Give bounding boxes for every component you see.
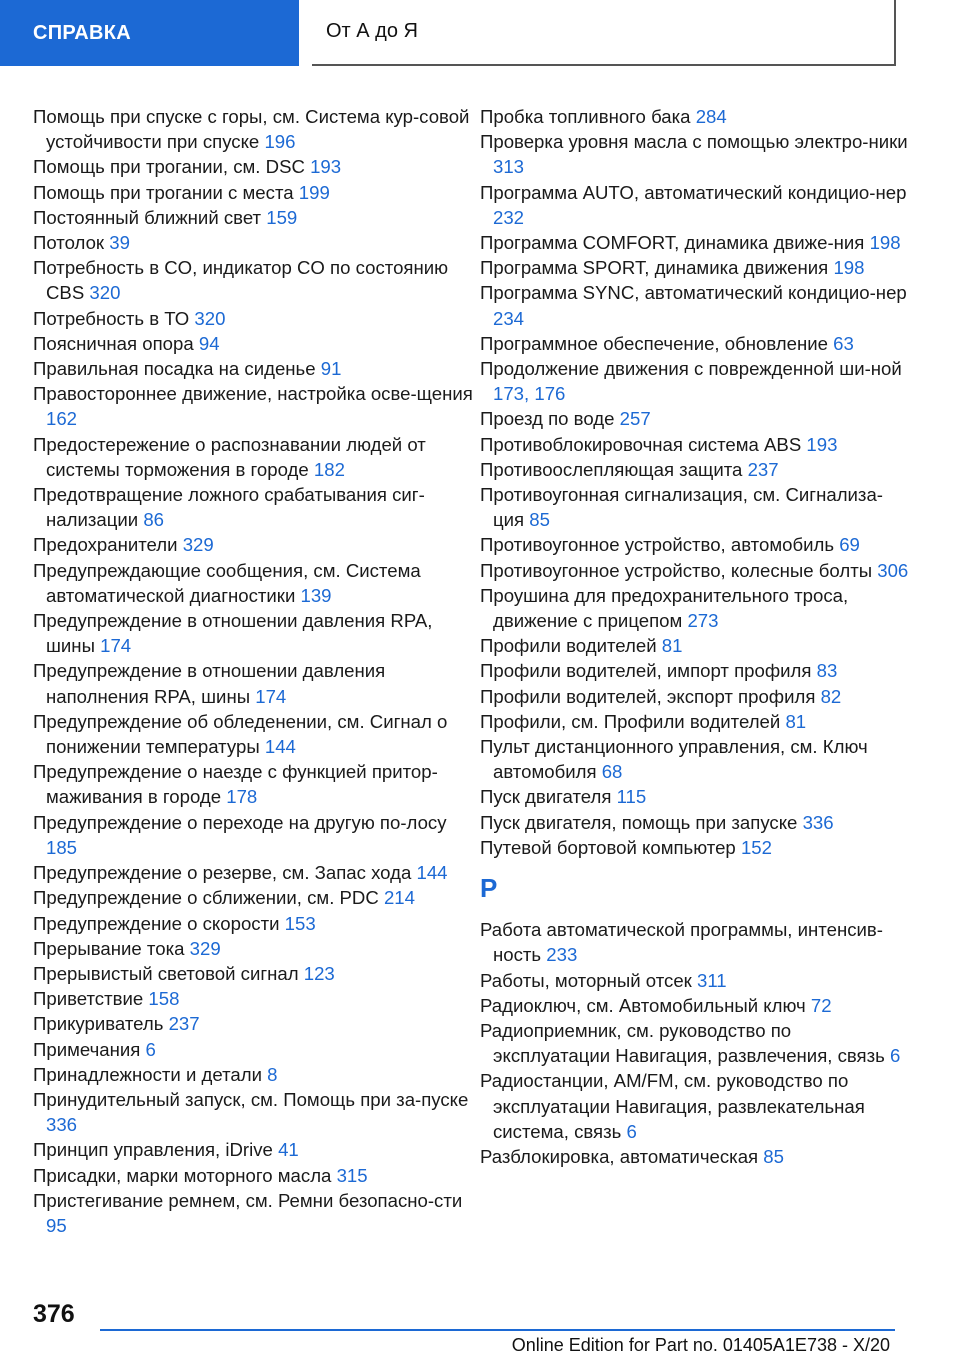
- index-entry: [33, 356, 473, 381]
- index-entry: [33, 709, 473, 759]
- entry-text: Разблокировка, автоматическая: [480, 1145, 759, 1167]
- chapter-title: От А до Я: [312, 0, 896, 66]
- page-link[interactable]: 193: [310, 156, 342, 178]
- page-link[interactable]: 311: [697, 969, 727, 991]
- page-link[interactable]: 237: [747, 458, 779, 480]
- index-entry: [480, 558, 910, 583]
- page-link[interactable]: 313: [493, 156, 525, 178]
- entry-text: Предупреждение в отношении давления наполнения RPA, шины: [33, 660, 386, 707]
- entry-text: Предохранители: [33, 534, 178, 556]
- entry-text: Пуск двигателя, помощь при запуске: [480, 811, 798, 833]
- index-entry: [33, 1062, 473, 1087]
- page-link[interactable]: 174: [255, 685, 287, 707]
- entry-text: Программа SPORT, динамика движения: [480, 257, 829, 279]
- page-link[interactable]: 193: [806, 433, 838, 455]
- entry-text: Правильная посадка на сиденье: [33, 358, 316, 380]
- entry-text: Программное обеспечение, обновление: [480, 332, 828, 354]
- page-link[interactable]: 336: [802, 811, 834, 833]
- entry-text: Предупреждение о скорости: [33, 912, 280, 934]
- page-link[interactable]: 8: [267, 1063, 278, 1085]
- index-entry: [33, 1163, 473, 1188]
- index-entry: [480, 331, 910, 356]
- index-entry: [480, 104, 910, 129]
- entry-text: Помощь при спуске с горы, см. Система кур-совой устойчивости при спуске: [33, 106, 470, 153]
- index-entry: [480, 1068, 910, 1144]
- entry-text: Предупреждение о резерве, см. Запас хода: [33, 862, 412, 884]
- page-link[interactable]: 82: [820, 685, 842, 707]
- entry-text: Пристегивание ремнем, см. Ремни безопасно-сти: [33, 1189, 463, 1211]
- index-entry: [33, 885, 473, 910]
- entry-text: Радиостанции, AM/FM, см. руководство по эксплуатации Навигация, развлекательная система, связь: [480, 1070, 865, 1142]
- index-entry: [480, 457, 910, 482]
- page-link[interactable]: 68: [601, 761, 623, 783]
- page-link[interactable]: 153: [284, 912, 316, 934]
- entry-text: Предупреждение о наезде с функцией притор-маживания в городе: [33, 761, 438, 808]
- entry-text: Проушина для предохранительного троса, движение с прицепом: [480, 584, 849, 632]
- index-entry: [33, 608, 473, 658]
- entry-text: Программа AUTO, автоматический кондицио-нер: [480, 181, 907, 203]
- index-entry: [480, 532, 910, 557]
- entry-text: Прикуриватель: [33, 1013, 164, 1035]
- entry-text: Поясничная опора: [33, 332, 194, 354]
- index-entry: [33, 255, 473, 305]
- page-link[interactable]: 81: [661, 635, 683, 657]
- index-entry: [480, 633, 910, 658]
- page-link[interactable]: 273: [687, 610, 719, 632]
- index-entry: [33, 658, 473, 708]
- page-link[interactable]: 182: [313, 458, 345, 480]
- index-entry: [480, 734, 910, 784]
- page-link[interactable]: 196: [264, 131, 296, 153]
- index-entry: [480, 993, 910, 1018]
- section-tab[interactable]: СПРАВКА: [0, 0, 299, 66]
- page-link[interactable]: 329: [182, 534, 214, 556]
- entry-text: Потребность в CO, индикатор CO по состоянию CBS: [33, 257, 449, 304]
- entry-text: Присадки, марки моторного масла: [33, 1164, 332, 1186]
- page-link[interactable]: 198: [869, 232, 901, 254]
- entry-text: Потолок: [33, 232, 105, 254]
- entry-text: Принцип управления, iDrive: [33, 1139, 273, 1161]
- page-link[interactable]: 72: [810, 994, 832, 1016]
- entry-text: Проверка уровня масла с помощью электро-ники: [480, 131, 908, 153]
- entry-text: Противоугонное устройство, колесные болты: [480, 559, 873, 581]
- page-link[interactable]: 315: [336, 1164, 368, 1186]
- index-entry: [33, 482, 473, 532]
- index-entry: [480, 968, 910, 993]
- index-entry: [480, 255, 910, 280]
- page-link[interactable]: 320: [89, 282, 121, 304]
- index-entry: [480, 230, 910, 255]
- page-link[interactable]: 329: [189, 937, 221, 959]
- page-link[interactable]: 232: [493, 206, 525, 228]
- entry-text: Прерывание тока: [33, 937, 185, 959]
- entry-text: Путевой бортовой компьютер: [480, 836, 736, 858]
- index-entry: [33, 331, 473, 356]
- index-entry: [480, 129, 910, 179]
- index-entry: [480, 583, 910, 633]
- index-entry: [33, 532, 473, 557]
- index-column-right: [480, 104, 910, 1169]
- entry-text: Предупреждающие сообщения, см. Система автоматической диагностики: [33, 559, 421, 606]
- index-group-r: [480, 917, 910, 1169]
- entry-text: Противоугонная сигнализация, см. Сигнализа-ция: [480, 484, 883, 531]
- entry-text: Профили водителей: [480, 635, 657, 657]
- page-link[interactable]: 233: [546, 944, 578, 966]
- page-link[interactable]: 162: [46, 408, 78, 430]
- index-entry: [480, 1018, 910, 1068]
- page-link[interactable]: 198: [833, 257, 865, 279]
- index-entry: [480, 180, 910, 230]
- page-link[interactable]: 85: [763, 1145, 784, 1167]
- page-link[interactable]: 174: [100, 635, 132, 657]
- index-entry: [33, 986, 473, 1011]
- entry-text: Продолжение движения с поврежденной ши-ной: [480, 358, 902, 380]
- index-entry: [33, 180, 473, 205]
- page-link[interactable]: 86: [143, 509, 164, 531]
- entry-text: Пробка топливного бака: [480, 106, 691, 127]
- entry-text: Предупреждение о сближении, см. PDC: [33, 887, 379, 909]
- index-entry: [33, 104, 473, 154]
- page-link[interactable]: 185: [46, 836, 78, 858]
- entry-text: Предотвращение ложного срабатывания сиг-нализации: [33, 484, 425, 531]
- section-letter: Р: [480, 873, 498, 904]
- index-entry: [33, 961, 473, 986]
- entry-text: Программа COMFORT, динамика движе-ния: [480, 232, 865, 254]
- index-entry: [33, 1037, 473, 1062]
- page-link[interactable]: 6: [145, 1038, 156, 1060]
- page-link[interactable]: 257: [619, 408, 651, 430]
- entry-text: Предупреждение о переходе на другую по-лосу: [33, 811, 447, 833]
- page-link[interactable]: 159: [266, 206, 298, 228]
- index-entry: [480, 917, 910, 967]
- page-link[interactable]: 83: [816, 660, 838, 682]
- entry-text: Примечания: [33, 1038, 141, 1060]
- index-column-left: [33, 104, 473, 1238]
- entry-text: Работа автоматической программы, интенсив-ность: [480, 919, 883, 966]
- index-entry: [33, 306, 473, 331]
- entry-text: Правостороннее движение, настройка осве-щения: [33, 383, 473, 405]
- footer-divider: [100, 1329, 895, 1331]
- page-link[interactable]: 306: [877, 559, 909, 581]
- entry-text: Профили водителей, импорт профиля: [480, 660, 812, 682]
- entry-text: Принадлежности и детали: [33, 1063, 262, 1085]
- index-entry: [33, 936, 473, 961]
- entry-text: Постоянный ближний свет: [33, 206, 262, 228]
- entry-text: Противоослепляющая защита: [480, 458, 743, 480]
- index-entry: [480, 1144, 910, 1169]
- entry-text: Противоугонное устройство, автомобиль: [480, 534, 835, 556]
- index-entry: [480, 432, 910, 457]
- index-entry: [33, 230, 473, 255]
- entry-text: Проезд по воде: [480, 408, 615, 430]
- page-link[interactable]: 144: [264, 736, 296, 758]
- index-entry: [33, 759, 473, 809]
- page-link[interactable]: 63: [833, 332, 854, 354]
- index-entry: [480, 356, 910, 406]
- page-link[interactable]: 158: [148, 988, 180, 1010]
- index-entry: [33, 810, 473, 860]
- entry-text: Радиоприемник, см. руководство по эксплуатации Навигация, развлечения, связь: [480, 1019, 885, 1067]
- entry-text: Помощь при трогании с места: [33, 181, 294, 203]
- page-link[interactable]: 81: [785, 710, 807, 732]
- page-link[interactable]: 95: [46, 1214, 67, 1236]
- index-entry: [480, 684, 910, 709]
- entry-text: Прерывистый световой сигнал: [33, 962, 299, 984]
- page-link[interactable]: 6: [890, 1045, 901, 1067]
- index-entry: [33, 860, 473, 885]
- entry-text: Принудительный запуск, см. Помощь при за-пуске: [33, 1088, 469, 1110]
- index-entry: [33, 911, 473, 936]
- entry-text: Приветствие: [33, 988, 144, 1010]
- index-entry: [480, 406, 910, 431]
- page-header: [0, 0, 960, 66]
- page-link[interactable]: 152: [740, 836, 772, 858]
- entry-text: Противоблокировочная система ABS: [480, 433, 802, 455]
- page-link[interactable]: 6: [626, 1120, 637, 1142]
- page-link[interactable]: 39: [109, 232, 130, 254]
- entry-text: Пуск двигателя: [480, 786, 612, 808]
- page-link[interactable]: 85: [529, 509, 550, 531]
- index-entry: [33, 1188, 473, 1238]
- index-entry: [33, 1011, 473, 1036]
- index-entry: [33, 432, 473, 482]
- page-link[interactable]: 91: [320, 358, 342, 380]
- entry-text: Предостережение о распознавании людей от системы торможения в городе: [33, 433, 426, 480]
- page-link[interactable]: 69: [839, 534, 860, 556]
- page-link[interactable]: 178: [226, 786, 258, 808]
- page-link[interactable]: 123: [303, 962, 335, 984]
- page-link[interactable]: 237: [168, 1013, 200, 1035]
- entry-text: Работы, моторный отсек: [480, 969, 692, 991]
- index-entry: [33, 154, 473, 179]
- entry-text: Предупреждение об обледенении, см. Сигнал о понижении температуры: [33, 710, 448, 758]
- index-entry: [480, 280, 910, 330]
- index-entry: [33, 558, 473, 608]
- entry-text: Профили, см. Профили водителей: [480, 710, 781, 732]
- index-entry: [33, 1087, 473, 1137]
- page-link[interactable]: 144: [416, 862, 448, 884]
- page-link[interactable]: 41: [278, 1139, 299, 1161]
- entry-text: Пульт дистанционного управления, см. Ключ автомобиля: [480, 736, 868, 783]
- page-link[interactable]: 336: [46, 1114, 78, 1136]
- page-number: 376: [33, 1300, 75, 1328]
- index-entry: [480, 482, 910, 532]
- entry-text: Помощь при трогании, см. DSC: [33, 156, 305, 178]
- page-link[interactable]: 173, 176: [493, 383, 566, 405]
- page-link[interactable]: 214: [383, 887, 415, 909]
- index-entry: [33, 381, 473, 431]
- page-link[interactable]: 320: [194, 307, 226, 329]
- index-entry: [480, 658, 910, 683]
- page-link[interactable]: 139: [300, 584, 332, 606]
- index-entry: [33, 205, 473, 230]
- page-link[interactable]: 115: [616, 786, 647, 808]
- index-entry: [480, 835, 910, 860]
- entry-text: Предупреждение в отношении давления RPA, шины: [33, 610, 433, 657]
- index-entry: [33, 1137, 473, 1162]
- entry-text: Потребность в ТО: [33, 307, 190, 329]
- index-entry: [480, 709, 910, 734]
- page-link[interactable]: 234: [493, 307, 525, 329]
- page-link[interactable]: 199: [298, 181, 330, 203]
- index-group-p: [480, 104, 910, 860]
- page-link[interactable]: 284: [695, 106, 727, 127]
- footer-edition: Online Edition for Part no. 01405A1E738 - X/20: [511, 1335, 890, 1355]
- index-entry: [480, 784, 910, 809]
- entry-text: Программа SYNC, автоматический кондицио-нер: [480, 282, 907, 304]
- index-entry: [480, 810, 910, 835]
- entry-text: Профили водителей, экспорт профиля: [480, 685, 816, 707]
- page-link[interactable]: 94: [198, 332, 220, 354]
- entry-text: Радиоключ, см. Автомобильный ключ: [480, 994, 806, 1016]
